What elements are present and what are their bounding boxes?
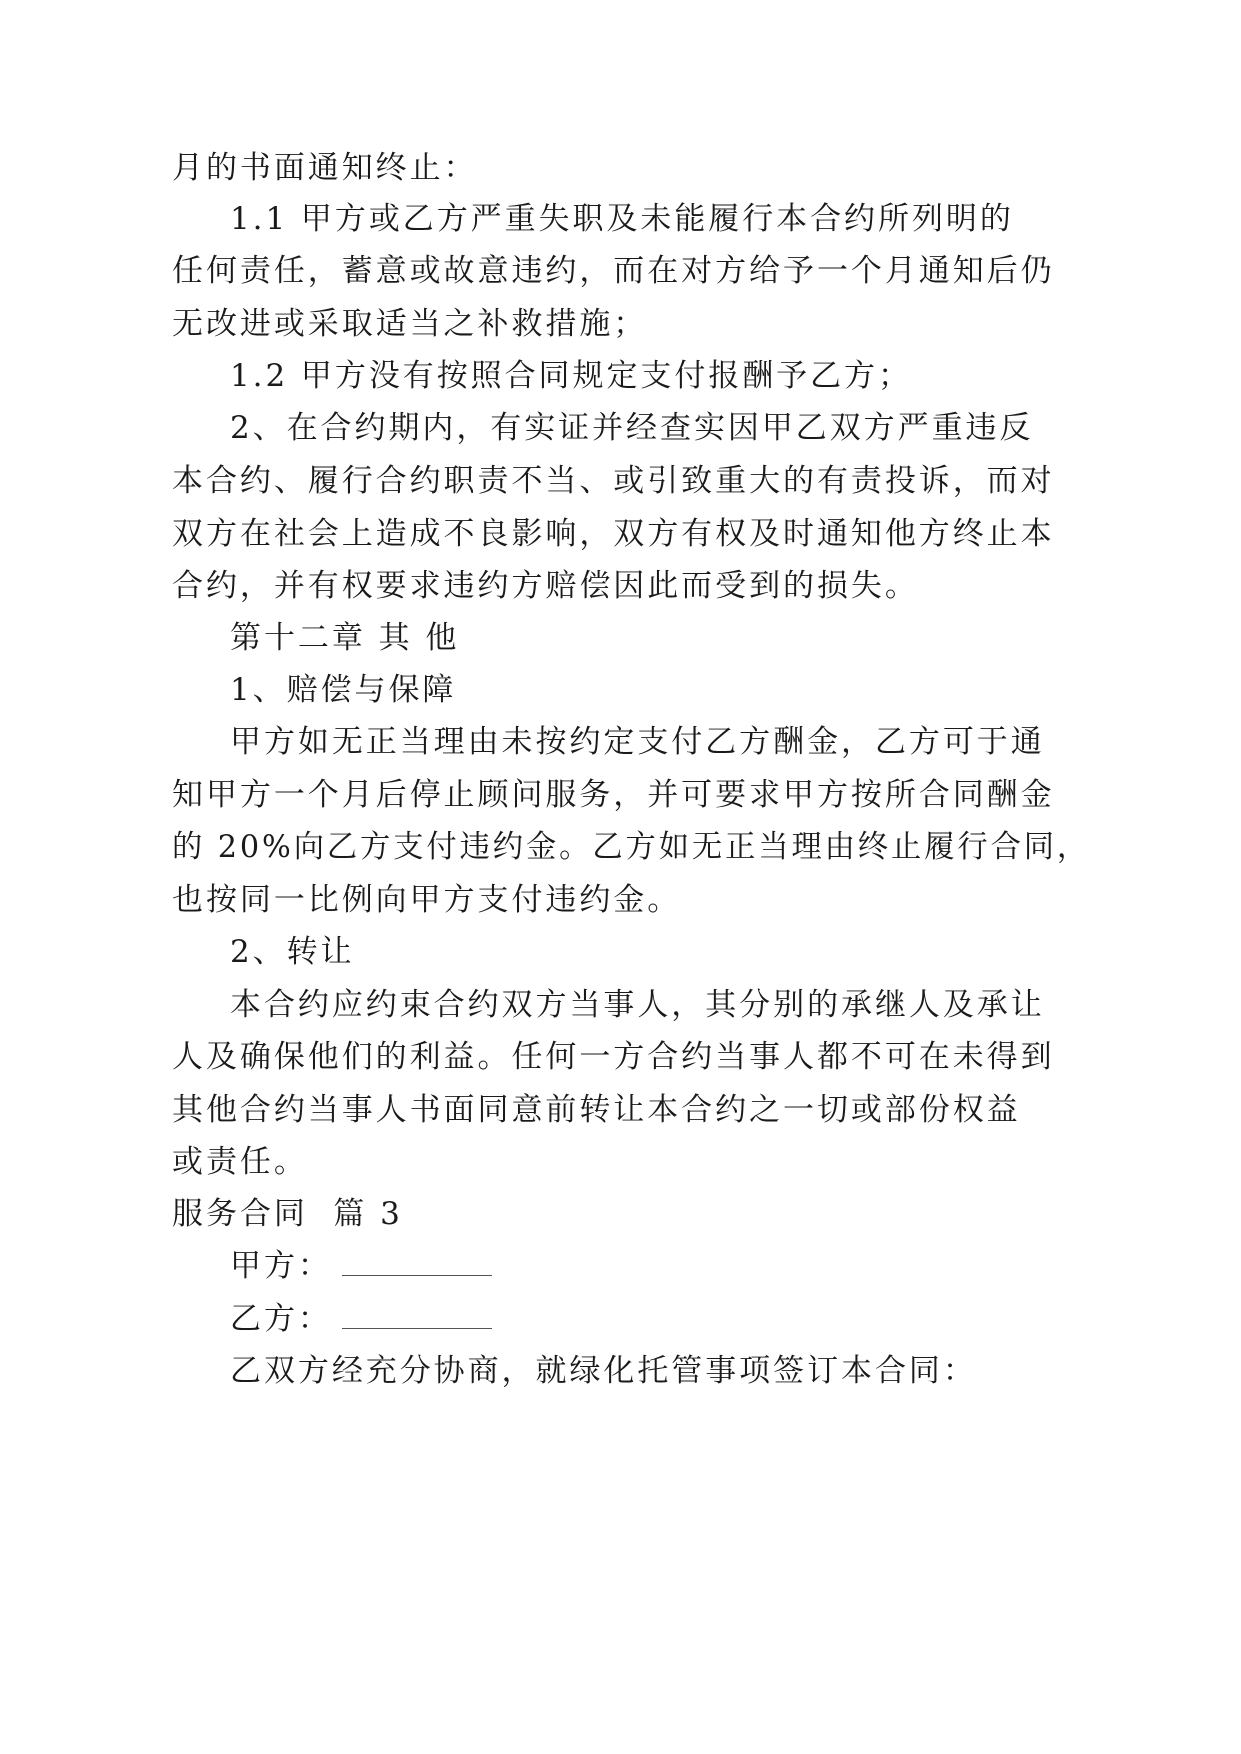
text-line: 也按同一比例向甲方支付违约金。 [172,882,682,918]
text-line: 知甲方一个月后停止顾问服务，并可要求甲方按所合同酬金 [172,777,1055,813]
text-line: 的 20%向乙方支付违约金。乙方如无正当理由终止履行合同， [172,829,1091,865]
text-line: 合约，并有权要求违约方赔偿因此而受到的损失。 [172,568,919,604]
party-b-label: 乙方： [230,1301,332,1337]
text-line: 月的书面通知终止： [172,150,478,186]
text-line: 2、在合约期内，有实证并经查实因甲乙双方严重违反 [230,410,1034,446]
text-line: 人及确保他们的利益。任何一方合约当事人都不可在未得到 [172,1039,1055,1075]
text-line: 其他合约当事人书面同意前转让本合约之一切或部份权益 [172,1092,1021,1128]
text-line: 本合约、履行合约职责不当、或引致重大的有责投诉，而对 [172,463,1055,499]
text-line: 甲方如无正当理由未按约定支付乙方酬金，乙方可于通 [230,724,1045,760]
text-line: 无改进或采取适当之补救措施； [172,306,648,342]
contract-title: 服务合同 篇 3 [172,1196,403,1232]
text-line: 任何责任，蓄意或故意违约，而在对方给予一个月通知后仍 [172,253,1055,289]
text-line: 1.2 甲方没有按照合同规定支付报酬予乙方； [230,358,912,394]
text-line: 或责任。 [172,1144,308,1180]
party-a-blank [342,1251,492,1276]
party-a-line [230,1246,492,1286]
text-line: 1.1 甲方或乙方严重失职及未能履行本合约所列明的 [230,201,1014,237]
text-line: 乙双方经充分协商，就绿化托管事项签订本合同： [230,1353,977,1389]
party-b-blank [342,1304,492,1329]
section-heading: 第十二章 其 他 [230,620,460,656]
subsection-heading: 1、赔偿与保障 [230,672,457,708]
party-b-line [230,1299,492,1339]
text-line: 本合约应约束合约双方当事人，其分别的承继人及承让 [230,987,1045,1023]
party-a-label: 甲方： [230,1248,332,1284]
text-line: 双方在社会上造成不良影响，双方有权及时通知他方终止本 [172,516,1055,552]
subsection-heading: 2、转让 [230,934,355,970]
